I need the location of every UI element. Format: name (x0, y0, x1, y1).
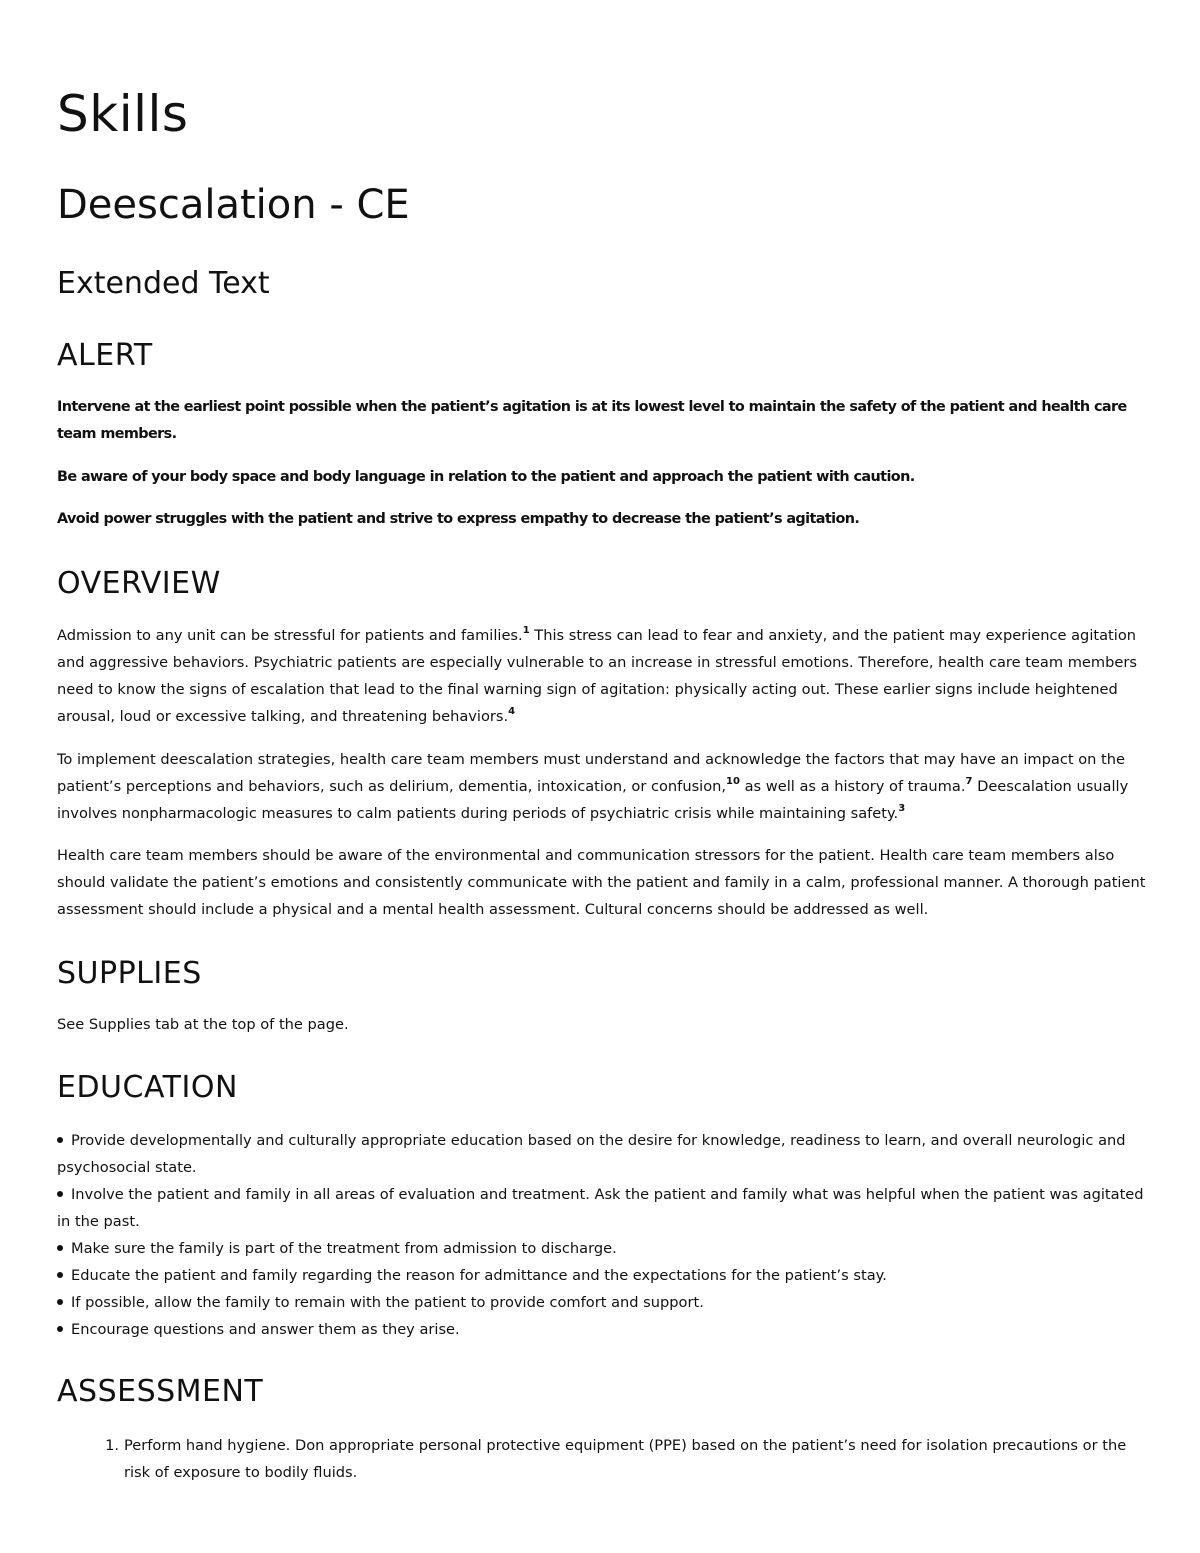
assessment-list (57, 1432, 1147, 1486)
alert-item: Intervene at the earliest point possible when the patient’s agitation is at its lowest level to maintain the safety of the patient and health care team members. (57, 399, 1127, 442)
overview-text: This stress can lead to fear and anxiety, and the patient may experience agitation and aggressive behaviors. Psychiatric patients are especially vulnerable to an increase in stressful emotions. Therefore, health care team members need to know the signs of escalation that lead to the final warning sign of agitation: physically acting out. These earlier signs include heightened arousal, loud or excessive talking, and threatening behaviors. (57, 627, 1137, 725)
bullet-icon (57, 1191, 63, 1197)
overview-paragraph (57, 746, 1147, 827)
overview-text: Deescalation usually involves nonpharmacologic measures to calm patients during periods of psychiatric crisis while maintaining safety. (57, 778, 1129, 822)
overview-text: To implement deescalation strategies, health care team members must understand and acknowledge the factors that may have an impact on the patient’s perceptions and behaviors, such as delirium, dementia, intoxication, or confusion, (57, 751, 1125, 795)
education-list (57, 1127, 1147, 1343)
bullet-icon (57, 1245, 63, 1251)
list-item-text: Provide developmentally and culturally appropriate education based on the desire for knowledge, readiness to learn, and overall neurologic and psychosocial state. (57, 1132, 1126, 1176)
citation-ref[interactable]: 10 (726, 776, 740, 788)
list-item (57, 1181, 1147, 1235)
page-title: Skills (57, 85, 189, 143)
alert-item: Be aware of your body space and body language in relation to the patient and approach the patient with caution. (57, 469, 915, 485)
list-item (57, 1316, 1147, 1343)
bullet-icon (57, 1326, 63, 1332)
list-item-text: Encourage questions and answer them as they arise. (71, 1321, 460, 1338)
list-item (57, 1289, 1147, 1316)
bullet-icon (57, 1272, 63, 1278)
supplies-text: See Supplies tab at the top of the page. (57, 1016, 349, 1033)
assessment-heading: ASSESSMENT (57, 1374, 264, 1409)
alert-item: Avoid power struggles with the patient and strive to express empathy to decrease the patient’s agitation. (57, 511, 860, 527)
list-item (57, 1262, 1147, 1289)
skill-title: Deescalation - CE (57, 182, 410, 228)
overview-text: Admission to any unit can be stressful for patients and families. (57, 627, 523, 644)
citation-ref[interactable]: 4 (508, 706, 516, 718)
citation-ref[interactable]: 3 (898, 803, 906, 815)
overview-paragraph: Health care team members should be aware of the environmental and communication stressors for the patient. Health care team members also should validate the patient’s emotions and consistently communicate with the patient and family in a calm, professional manner. A thorough patient assessment should include a physical and a mental health assessment. Cultural concerns should be addressed as well. (57, 847, 1146, 918)
alert-heading: ALERT (57, 338, 153, 373)
overview-heading: OVERVIEW (57, 566, 221, 601)
citation-ref[interactable]: 7 (965, 776, 973, 788)
list-item-text: If possible, allow the family to remain with the patient to provide comfort and support. (71, 1294, 704, 1311)
citation-ref[interactable]: 1 (522, 625, 530, 637)
bullet-icon (57, 1299, 63, 1305)
list-item (57, 1127, 1147, 1181)
list-item (57, 1432, 1147, 1486)
overview-text: as well as a history of trauma. (739, 778, 966, 795)
list-item-text: Educate the patient and family regarding the reason for admittance and the expectations for the patient’s stay. (71, 1267, 887, 1284)
overview-paragraph (57, 622, 1147, 730)
supplies-heading: SUPPLIES (57, 956, 202, 991)
list-item (57, 1235, 1147, 1262)
list-item-text: Perform hand hygiene. Don appropriate personal protective equipment (PPE) based on the patient’s need for isolation precautions or the risk of exposure to bodily fluids. (124, 1437, 1127, 1481)
section-subtitle: Extended Text (57, 266, 270, 301)
list-item-text: Make sure the family is part of the treatment from admission to discharge. (71, 1240, 617, 1257)
list-item-text: Involve the patient and family in all areas of evaluation and treatment. Ask the patient and family what was helpful when the patient was agitated in the past. (57, 1186, 1144, 1230)
step-number: 1. (105, 1437, 119, 1454)
bullet-icon (57, 1137, 63, 1143)
education-heading: EDUCATION (57, 1070, 238, 1105)
